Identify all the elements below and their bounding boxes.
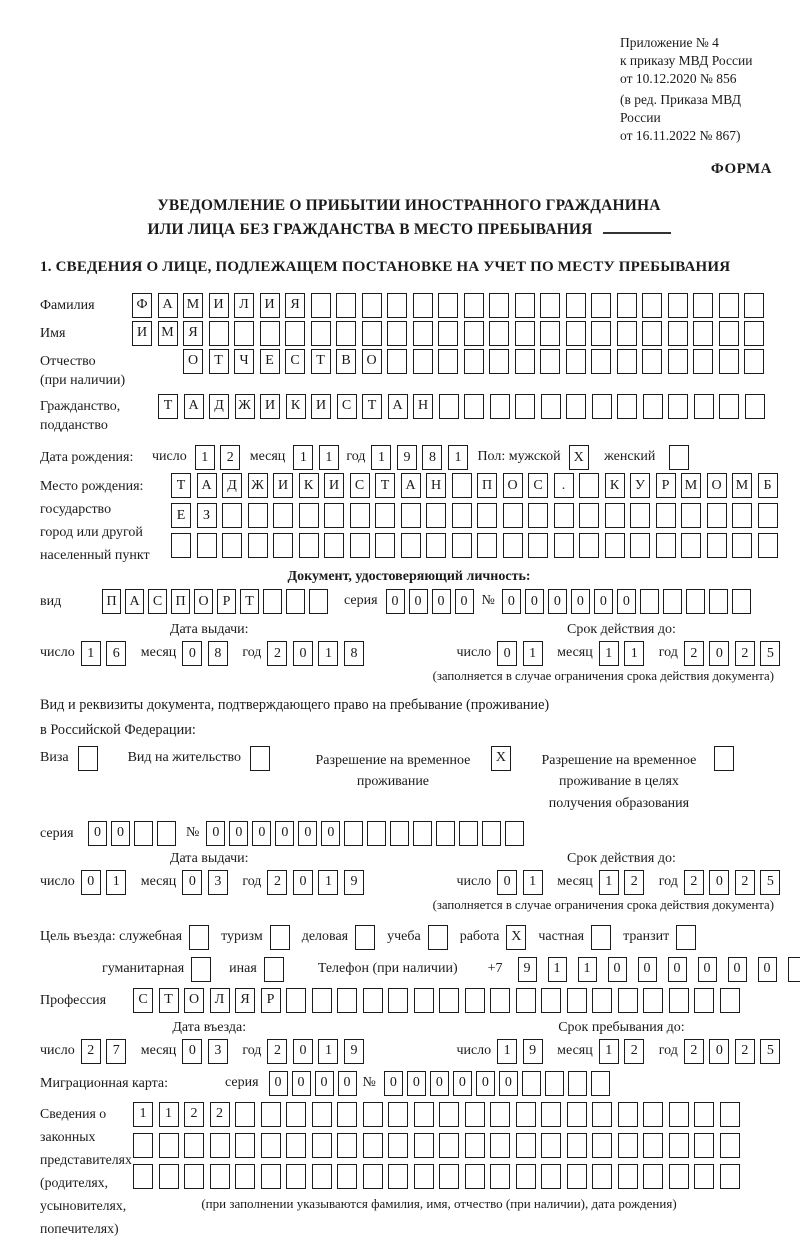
surname-cells[interactable]: Ф А М И Л И Я [132, 293, 770, 318]
migration-series-cells[interactable]: 0 0 0 0 [269, 1071, 361, 1096]
doc-kind-label: вид [40, 594, 62, 610]
sex-female-checkbox[interactable] [669, 445, 695, 470]
residence-doc-intro: Вид и реквизиты документа, подтверждающего право на пребывание (проживание) в Российской Федерации: [40, 697, 550, 739]
year-label: год [658, 873, 678, 889]
purpose-study-checkbox[interactable] [428, 925, 448, 950]
ref-line: от 10.12.2020 № 856 [620, 70, 737, 86]
valid-until-heading: Срок действия до: [567, 622, 676, 638]
sex-male-label: Пол: мужской [477, 449, 561, 465]
doc-issue-year-cells[interactable]: 2 0 1 8 [267, 641, 369, 666]
purpose-private-checkbox[interactable] [591, 925, 611, 950]
section1-heading: 1. СВЕДЕНИЯ О ЛИЦЕ, ПОДЛЕЖАЩЕМ ПОСТАНОВКЕ НА УЧЕТ ПО МЕСТУ ПРЕБЫВАНИЯ [40, 258, 731, 275]
title-blank-line [603, 222, 671, 234]
no-label: № [481, 593, 495, 609]
month-label: месяц [140, 873, 177, 889]
stay-month-cells[interactable]: 1 2 [599, 1039, 650, 1064]
doc-issue-month-cells[interactable]: 0 8 [182, 641, 233, 666]
reference-block [620, 34, 778, 145]
year-label: год [658, 1042, 678, 1058]
phone-prefix: +7 [487, 960, 503, 976]
purpose-business-checkbox[interactable] [355, 925, 375, 950]
birthplace-grid [171, 473, 783, 563]
citizenship-label: Гражданство, подданство [40, 398, 121, 433]
day-label: число [152, 449, 187, 465]
edu-permit-option [533, 746, 734, 815]
representatives-row3-cells[interactable] [133, 1164, 745, 1189]
profession-cells[interactable]: С Т О Л Я Р [133, 988, 745, 1013]
purpose-tourism-checkbox[interactable] [270, 925, 290, 950]
permit-issue-day-cells[interactable]: 0 1 [81, 870, 132, 895]
purpose-work-label: работа [459, 928, 500, 944]
month-label: месяц [140, 1042, 177, 1058]
purpose-business-label: деловая [301, 928, 349, 944]
series-label: серия [40, 825, 74, 841]
day-label: число [40, 1042, 75, 1058]
issue-date-heading: Дата выдачи: [169, 850, 249, 866]
birth-year-cells[interactable]: 1 9 8 1 [371, 445, 473, 470]
stay-year-cells[interactable]: 2 0 2 5 [684, 1039, 786, 1064]
form-title [40, 194, 778, 242]
visa-checkbox[interactable] [69, 746, 98, 771]
birth-month-cells[interactable]: 1 1 [293, 445, 344, 470]
doc-series-cells[interactable]: 0 0 0 0 [386, 589, 478, 614]
year-label: год [242, 873, 262, 889]
birthplace-row3-cells[interactable] [171, 533, 783, 558]
entry-date-heading: Дата въезда: [172, 1019, 247, 1035]
birthplace-label: Место рождения: государство город или другой населенный пункт [40, 479, 150, 564]
entry-month-cells[interactable]: 0 3 [182, 1039, 233, 1064]
form-title-line1: УВЕДОМЛЕНИЕ О ПРИБЫТИИ ИНОСТРАННОГО ГРАЖДАНИНА [157, 196, 661, 214]
temp-permit-option [304, 746, 511, 793]
stay-day-cells[interactable]: 1 9 [497, 1039, 548, 1064]
day-label: число [456, 873, 492, 889]
migration-number-cells[interactable]: 0 0 0 0 0 0 [384, 1071, 614, 1096]
representatives-row1-cells[interactable]: 1 1 2 2 [133, 1102, 745, 1127]
form-word: ФОРМА [710, 160, 772, 177]
no-label: № [186, 824, 200, 840]
permit-issue-month-cells[interactable]: 0 3 [182, 870, 233, 895]
restriction-note: (заполняется в случае ограничения срока действия документа) [432, 669, 774, 684]
permit-series-cells[interactable]: 0 0 [88, 821, 180, 846]
day-label: число [40, 873, 75, 889]
doc-valid-day-cells[interactable]: 0 1 [497, 641, 548, 666]
representatives-grid [133, 1102, 745, 1212]
series-label: серия [225, 1074, 259, 1090]
purpose-private-label: частная [538, 928, 585, 944]
purpose-humanitarian-checkbox[interactable] [191, 957, 211, 982]
series-label: серия [344, 593, 378, 609]
firstname-cells[interactable]: И М Я [132, 321, 770, 346]
no-label: № [362, 1074, 376, 1090]
permit-valid-month-cells[interactable]: 1 2 [599, 870, 650, 895]
valid-until-heading: Срок действия до: [567, 850, 676, 866]
stay-until-heading: Срок пребывания до: [558, 1019, 685, 1035]
purpose-other-checkbox[interactable] [264, 957, 284, 982]
doc-issue-day-cells[interactable]: 1 6 [81, 641, 132, 666]
birthplace-row2-cells[interactable]: Е З [171, 503, 783, 528]
edu-permit-label: Разрешение на временное проживание в целях получения образования [541, 752, 697, 811]
representatives-label: Сведения о законных представителях (родителях, усыновителях, попечителях) [40, 1105, 132, 1236]
permit-issue-year-cells[interactable]: 2 0 1 9 [267, 870, 369, 895]
restriction-note: (заполняется в случае ограничения срока действия документа) [432, 897, 774, 912]
day-label: число [40, 645, 75, 661]
purpose-other-label: иная [229, 960, 257, 976]
year-label: год [242, 1042, 262, 1058]
birth-day-cells[interactable]: 1 2 [195, 445, 246, 470]
birthplace-row1-cells[interactable]: Т А Д Ж И К И С Т А Н П О С . К У Р М О М Б [171, 473, 783, 498]
permit-number-cells[interactable]: 0 0 0 0 0 0 [206, 821, 528, 846]
month-label: месяц [557, 873, 593, 889]
permit-valid-year-cells[interactable]: 2 0 2 5 [684, 870, 786, 895]
edu-permit-checkbox[interactable] [705, 746, 734, 771]
temp-permit-checkbox[interactable]: X [482, 746, 511, 771]
month-label: месяц [557, 1042, 593, 1058]
residence-permit-option [128, 746, 270, 771]
purpose-transit-label: транзит [623, 928, 670, 944]
purpose-tourism-label: туризм [221, 928, 263, 944]
permit-valid-day-cells[interactable]: 0 1 [497, 870, 548, 895]
ref-line: к приказу МВД России [620, 52, 753, 68]
year-label: год [242, 645, 262, 661]
doc-valid-month-cells[interactable]: 1 1 [599, 641, 650, 666]
month-label: месяц [557, 645, 593, 661]
phone-cells[interactable]: 9 1 1 0 0 0 0 0 0 [511, 957, 800, 982]
visa-label: Виза [40, 749, 69, 765]
entry-year-cells[interactable]: 2 0 1 9 [267, 1039, 369, 1064]
doc-valid-year-cells[interactable]: 2 0 2 5 [684, 641, 786, 666]
citizenship-cells[interactable]: Т А Д Ж И К И С Т А Н [158, 394, 770, 419]
purpose-humanitarian-label: гуманитарная [102, 960, 185, 976]
year-label: год [658, 645, 678, 661]
identity-doc-heading: Документ, удостоверяющий личность: [287, 569, 531, 585]
migration-card-label: Миграционная карта: [40, 1075, 169, 1091]
ref-line: (в ред. Приказа МВД России [620, 92, 741, 126]
temp-permit-label: Разрешение на временное проживание [315, 752, 471, 790]
year-label: год [346, 449, 366, 465]
doc-kind-cells[interactable]: П А С П О Р Т [102, 589, 332, 614]
month-label: месяц [249, 449, 286, 465]
ref-line: Приложение № 4 [620, 35, 719, 50]
surname-label: Фамилия [40, 297, 95, 313]
firstname-label: Имя [40, 325, 66, 341]
visa-option [40, 746, 98, 771]
day-label: число [456, 645, 492, 661]
purpose-service-checkbox[interactable] [189, 925, 209, 950]
form-title-line2: ИЛИ ЛИЦА БЕЗ ГРАЖДАНСТВА В МЕСТО ПРЕБЫВАНИЯ [40, 218, 778, 242]
phone-label: Телефон (при наличии) [317, 960, 458, 976]
patronymic-label: Отчество (при наличии) [40, 353, 126, 388]
residence-permit-checkbox[interactable] [241, 746, 270, 771]
month-label: месяц [140, 645, 177, 661]
purpose-transit-checkbox[interactable] [676, 925, 696, 950]
sex-female-label: женский [604, 449, 656, 465]
representatives-row2-cells[interactable] [133, 1133, 745, 1158]
birthdate-label: Дата рождения: [40, 450, 134, 466]
day-label: число [456, 1042, 492, 1058]
residence-permit-label: Вид на жительство [127, 749, 241, 765]
patronymic-cells[interactable]: О Т Ч Е С Т В О [183, 349, 770, 374]
doc-number-cells[interactable]: 0 0 0 0 0 0 [502, 589, 755, 614]
representatives-note: (при заполнении указываются фамилия, имя, отчество (при наличии), дата рождения) [201, 1195, 677, 1211]
purpose-label: Цель въезда: служебная [40, 928, 183, 944]
entry-day-cells[interactable]: 2 7 [81, 1039, 132, 1064]
purpose-work-checkbox[interactable]: X [506, 925, 526, 950]
sex-male-checkbox[interactable]: X [569, 445, 595, 470]
profession-label: Профессия [40, 992, 107, 1008]
purpose-study-label: учеба [387, 928, 421, 944]
ref-line: от 16.11.2022 № 867) [620, 128, 741, 144]
issue-date-heading: Дата выдачи: [169, 622, 249, 638]
